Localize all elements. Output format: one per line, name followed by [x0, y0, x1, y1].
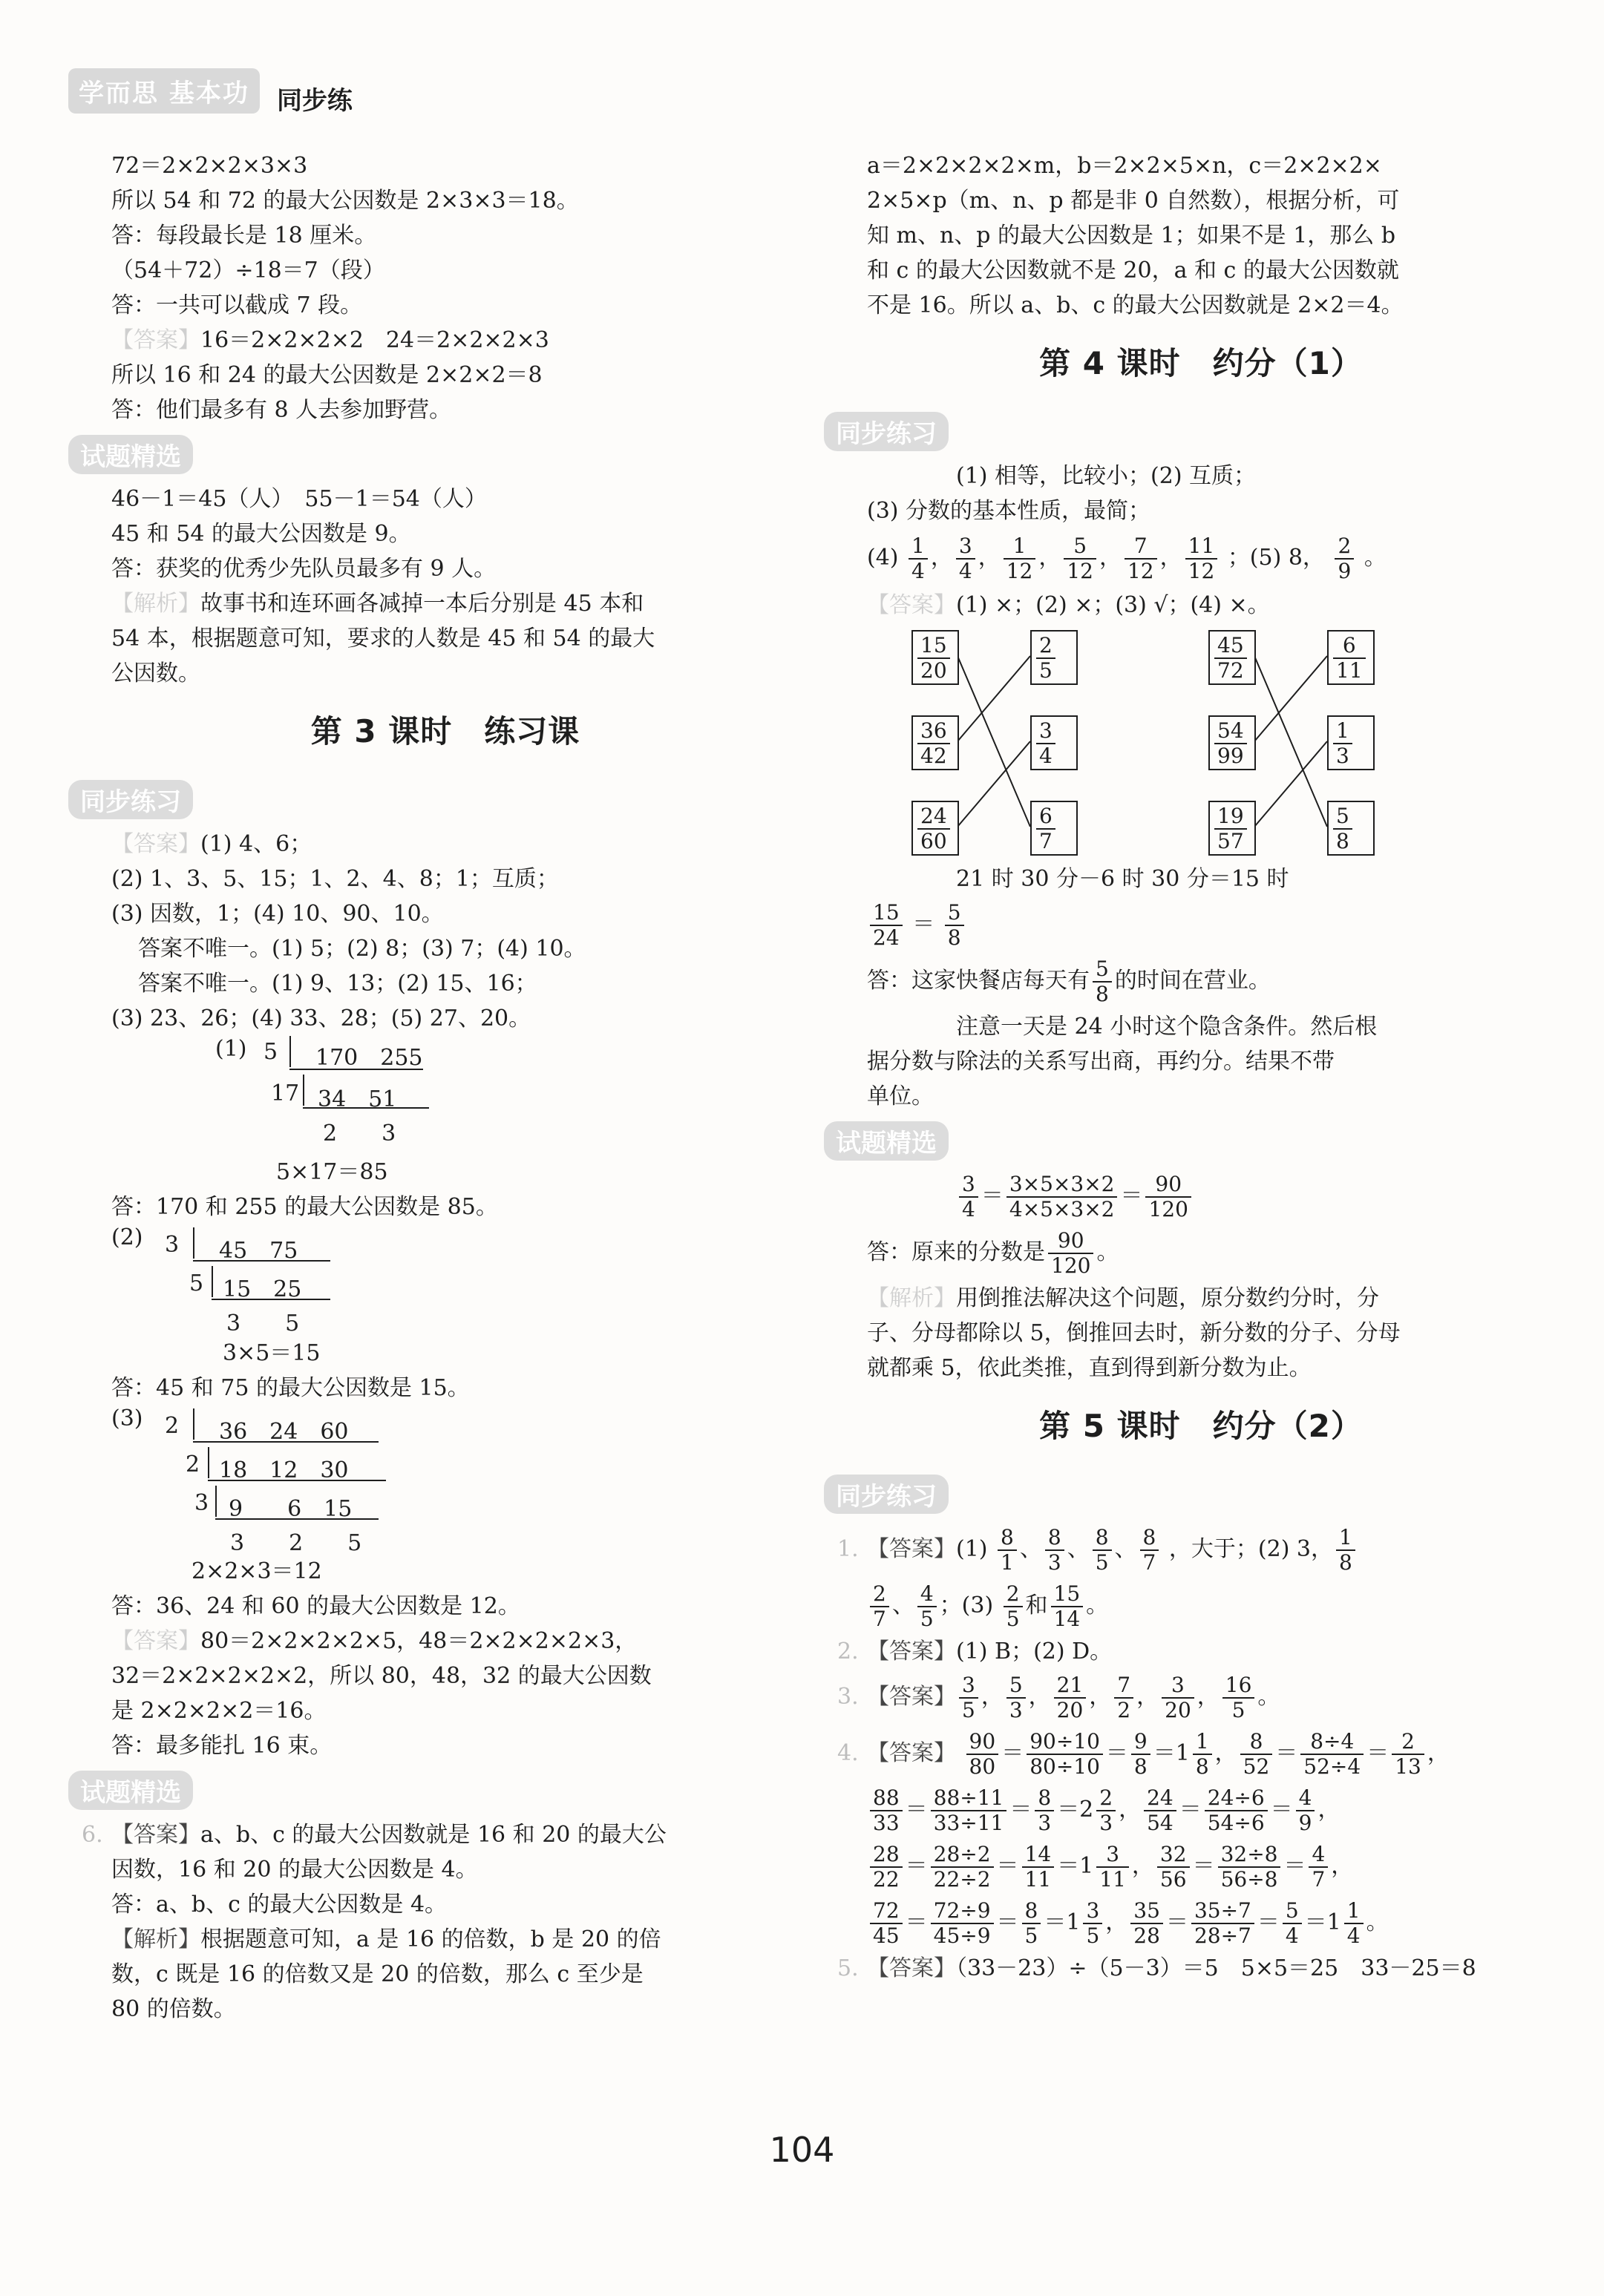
text-line: 2×5×p（m、n、p 都是非 0 自然数），根据分析，可	[867, 188, 1400, 214]
analysis-line: 【解析】故事书和连环画各减掉一本后分别是 45 本和	[111, 591, 644, 617]
fraction: $\frac{8}{5}$	[1093, 1526, 1112, 1575]
fraction: $\frac{15}{24}$	[870, 901, 903, 950]
fraction: $\frac{2}{5}$	[1004, 1582, 1023, 1631]
fraction: $\frac{3}{20}$	[1162, 1673, 1194, 1722]
fraction: $\frac{24}{60}$	[917, 804, 950, 853]
fraction: $\frac{7}{12}$	[1125, 534, 1157, 583]
text-line: 答：获奖的优秀少先队员最多有 9 人。	[111, 556, 497, 582]
brand-logo: 学而思 基本功	[68, 68, 260, 114]
fraction: $\frac{6}{11}$	[1333, 634, 1366, 683]
match-box	[1030, 630, 1078, 685]
text-line: 21 时 30 分－6 时 30 分＝15 时	[956, 866, 1289, 892]
fraction: $\frac{4}{5}$	[917, 1582, 937, 1631]
header	[68, 68, 353, 116]
text-line: 32＝2×2×2×2×2，所以 80，48，32 的最大公因数	[111, 1663, 652, 1689]
fraction-line: 答：这家快餐店每天有 $\frac{5}{8}$ 的时间在营业。	[867, 957, 1271, 1006]
fraction-list: $\frac{1}{4}$ ， $\frac{3}{4}$ ， $\frac{1}{12}$ ， $\frac{5}{12}$ ， $\frac{7}{12}$ ， $\frac{11}{12}$	[906, 545, 1220, 571]
text-line: 5×17＝85	[276, 1159, 388, 1185]
lesson-heading: 第 5 课时 约分（2）	[1039, 1408, 1363, 1444]
text-line: 数，c 既是 16 的倍数又是 20 的倍数，那么 c 至少是	[111, 1961, 644, 1987]
fraction-line: $\frac{72}{45}$ ＝ $\frac{72\div 9}{45\div 9}$ ＝ $\frac{8}{5}$ ＝1 $\frac{3}{5}$ ， $\frac{35}{28}$ ＝ $\frac{35\div 7}{28\div 7}$ ＝ $\frac{5}{4}$ ＝1 $\frac{1}{4}$ 。	[867, 1895, 1535, 1951]
match-box	[911, 715, 959, 770]
match-box	[1208, 715, 1256, 770]
fraction-line: $\frac{2}{7}$ 、 $\frac{4}{5}$ ；(3) $\frac{2}{5}$ 和 $\frac{15}{14}$ 。	[867, 1578, 1535, 1634]
right-column	[836, 148, 1535, 1986]
fraction: $\frac{19}{57}$	[1214, 804, 1247, 853]
analysis-tag: 【解析】	[111, 591, 200, 617]
left-column	[80, 148, 779, 2027]
section-badge: 同步练习	[824, 412, 949, 451]
fraction: $\frac{90}{120}$	[1048, 1229, 1093, 1278]
match-box	[1327, 715, 1375, 770]
section-badge: 试题精选	[68, 435, 193, 474]
fraction: $\frac{5}{8}$	[1333, 804, 1352, 853]
match-box	[911, 801, 959, 856]
fraction: $\frac{3}{4}$	[1036, 719, 1055, 768]
match-box	[1208, 801, 1256, 856]
match-box	[1208, 630, 1256, 685]
fraction: $\frac{3}{5}$	[959, 1673, 978, 1722]
text-line: 据分数与除法的关系写出商，再约分。结果不带	[867, 1049, 1335, 1075]
answer-line: 4. 【答案】 $\frac{90}{80}$ ＝ $\frac{90\div 10}{80\div 10}$ ＝ $\frac{9}{8}$ ＝1 $\frac{1}{8}$ ， $\frac{8}{52}$ ＝ $\frac{8\div 4}{52\div 4}$ ＝ $\frac{2}{13}$ ，	[837, 1729, 1450, 1779]
fraction: $\frac{1}{3}$	[1333, 719, 1352, 768]
fraction: $\frac{2}{9}$	[1335, 534, 1354, 583]
text-line: 答：每段最长是 18 厘米。	[111, 223, 377, 249]
match-box	[1030, 715, 1078, 770]
text-line: 注意一天是 24 小时这个隐含条件。然后根	[956, 1014, 1378, 1040]
text-line: （54＋72）÷18＝7（段）	[111, 258, 385, 283]
text-line: 因数，16 和 20 的最大公因数是 4。	[111, 1857, 478, 1883]
fraction: $\frac{36}{42}$	[917, 719, 950, 768]
fraction-list: $\frac{2}{7}$ 、 $\frac{4}{5}$	[867, 1593, 940, 1618]
fraction: $\frac{21}{20}$	[1054, 1673, 1087, 1722]
series-title: 同步练	[276, 86, 353, 116]
answer-line: 1. 【答案】(1) $\frac{8}{1}$ 、 $\frac{8}{3}$ 、 $\frac{8}{5}$ 、 $\frac{8}{7}$ ，大于；(2) 3， $\frac{1}{8}$	[867, 1521, 1535, 1578]
fraction-list: $\frac{3}{5}$ ， $\frac{5}{3}$ ， $\frac{21}{20}$ ， $\frac{7}{2}$ ， $\frac{3}{20}$ ， $\frac{16}{5}$ 。	[956, 1684, 1280, 1710]
text-line: (3) 因数，1；(4) 10、90、10。	[111, 901, 444, 927]
answer-line: 【答案】16＝2×2×2×2 24＝2×2×2×3	[111, 327, 549, 353]
fraction-line: $\frac{88}{33}$ ＝ $\frac{88\div 11}{33\div 11}$ ＝ $\frac{8}{3}$ ＝2 $\frac{2}{3}$ ， $\frac{24}{54}$ ＝ $\frac{24\div 6}{54\div 6}$ ＝ $\frac{4}{9}$ ，	[867, 1782, 1535, 1838]
fraction: $\frac{6}{7}$	[1036, 804, 1055, 853]
fraction: $\frac{1}{12}$	[1004, 534, 1036, 583]
text-line: 答：45 和 75 的最大公因数是 15。	[111, 1375, 470, 1401]
answer-tag: 【答案】	[111, 327, 200, 353]
lesson-heading: 第 3 课时 练习课	[310, 713, 580, 750]
text-line: 所以 54 和 72 的最大公因数是 2×3×3＝18。	[111, 188, 579, 214]
fraction: $\frac{90}{120}$	[1145, 1172, 1191, 1221]
text-line: 答：一共可以截成 7 段。	[111, 292, 363, 318]
fraction: $\frac{2}{7}$	[870, 1582, 889, 1631]
text-line: 答案不唯一。(1) 9、13；(2) 15、16；	[138, 971, 537, 997]
text-line: 45 和 54 的最大公因数是 9。	[111, 521, 411, 547]
text-line: 就都乘 5，依此类推，直到得到新分数为止。	[867, 1355, 1312, 1381]
fraction: $\frac{3}{4}$	[959, 1172, 978, 1221]
match-box	[911, 630, 959, 685]
text-line: 80 的倍数。	[111, 1996, 236, 2022]
answer-line: 2. 【答案】(1) B；(2) D。	[837, 1639, 1113, 1664]
fraction: $\frac{45}{72}$	[1214, 634, 1247, 683]
fraction: $\frac{5}{12}$	[1064, 534, 1096, 583]
match-box	[1327, 801, 1375, 856]
text-line: 知 m、n、p 的最大公因数是 1；如果不是 1，那么 b	[867, 223, 1396, 249]
text-line: 答案不唯一。(1) 5；(2) 8；(3) 7；(4) 10。	[138, 936, 586, 962]
fraction-line: (4) $\frac{1}{4}$ ， $\frac{3}{4}$ ， $\frac{1}{12}$ ， $\frac{5}{12}$ ， $\frac{7}{12}$ ， $\frac{11}{12}$ ；(5) 8， $\frac{2}{9}$ 。	[867, 534, 1387, 583]
fraction: $\frac{3}{4}$	[956, 534, 975, 583]
text-line: 不是 16。所以 a、b、c 的最大公因数就是 2×2＝4。	[867, 292, 1404, 318]
answer-line: 5. 【答案】（33－23）÷（5－3）＝5 5×5＝25 33－25＝8	[837, 1955, 1476, 1981]
short-division-2: (2) 3 45 75 5 15 25 3 5	[111, 1224, 779, 1336]
fraction: $\frac{5}{3}$	[1006, 1673, 1026, 1722]
text-line: 72＝2×2×2×3×3	[111, 153, 308, 179]
fraction-line: 答：原来的分数是 $\frac{90}{120}$ 。	[867, 1228, 1119, 1278]
match-box	[1030, 801, 1078, 856]
section-badge: 同步练习	[824, 1475, 949, 1514]
text-line: 和 c 的最大公因数就不是 20，a 和 c 的最大公因数就	[867, 258, 1399, 283]
fraction: $\frac{5}{8}$	[1093, 957, 1112, 1006]
analysis-line: 【解析】根据题意可知，a 是 16 的倍数，b 是 20 的倍	[111, 1926, 661, 1952]
short-division-3: (3) 2 36 24 60 2 18 12 30 3 9 6 15 3 2 5	[111, 1406, 779, 1554]
text-line: (2) 1、3、5、15；1、2、4、8；1；互质；	[111, 866, 559, 892]
text-line: 单位。	[867, 1083, 934, 1109]
fraction: $\frac{16}{5}$	[1222, 1673, 1255, 1722]
text-line: 3×5＝15	[223, 1340, 321, 1366]
text-line: (1) 相等，比较小；(2) 互质；	[956, 463, 1257, 489]
answer-line: 【答案】(1) 4、6；	[111, 831, 312, 857]
text-line: (3) 分数的基本性质，最简；	[867, 498, 1151, 524]
page-number: 104	[769, 2130, 835, 2170]
answer-line: 【答案】80＝2×2×2×2×5，48＝2×2×2×2×3，	[111, 1628, 638, 1654]
fraction-line: $\frac{3}{4}$ ＝ $\frac{3\times 5\times 3\times 2}{4\times 5\times 3\times 2}$ ＝ $\frac{90}{120}$	[867, 1168, 1535, 1224]
fraction: $\frac{1}{4}$	[909, 534, 928, 583]
text-line: (3) 23、26；(4) 33、28；(5) 27、20。	[111, 1006, 531, 1031]
text-line: 2×2×3＝12	[192, 1558, 322, 1584]
fraction: $\frac{7}{2}$	[1114, 1673, 1133, 1722]
fraction: $\frac{11}{12}$	[1185, 534, 1218, 583]
short-division-1: (1) 5 170 255 17 34 51 2 3	[111, 1036, 779, 1155]
text-line: 46－1＝45（人） 55－1＝54（人）	[111, 486, 487, 512]
fraction: $\frac{3\times 5\times 3\times 2}{4\times 5\times 3\times 2}$	[1006, 1172, 1118, 1221]
answer-line: 3. 【答案】 $\frac{3}{5}$ ， $\frac{5}{3}$ ， $\frac{21}{20}$ ， $\frac{7}{2}$ ， $\frac{3}{20}$ ， $\frac{16}{5}$ 。	[837, 1673, 1280, 1722]
text-line: 答：最多能扎 16 束。	[111, 1733, 333, 1759]
text-line: 答：a、b、c 的最大公因数是 4。	[111, 1892, 448, 1918]
text-line: 子、分母都除以 5，倒推回去时，新分数的分子、分母	[867, 1320, 1401, 1346]
text-line: 54 本，根据题意可知，要求的人数是 45 和 54 的最大	[111, 626, 655, 652]
lesson-heading: 第 4 课时 约分（1）	[1039, 345, 1363, 381]
text-line: 是 2×2×2×2＝16。	[111, 1698, 327, 1724]
answer-line: 6. 【答案】a、b、c 的最大公因数就是 16 和 20 的最大公	[82, 1822, 667, 1848]
text-line: 答：170 和 255 的最大公因数是 85。	[111, 1194, 498, 1220]
fraction: $\frac{54}{99}$	[1214, 719, 1247, 768]
answer-line: 【答案】(1) ×；(2) ×；(3) √；(4) ×。	[867, 592, 1270, 618]
matching-diagram	[911, 630, 1535, 853]
fraction: $\frac{15}{20}$	[917, 634, 950, 683]
fraction: $\frac{5}{8}$	[945, 901, 964, 950]
section-badge: 试题精选	[68, 1771, 193, 1810]
fraction: $\frac{15}{14}$	[1051, 1582, 1084, 1631]
text-line: 所以 16 和 24 的最大公因数是 2×2×2＝8	[111, 362, 543, 388]
fraction: $\frac{8}{3}$	[1045, 1526, 1064, 1575]
analysis-line: 【解析】用倒推法解决这个问题，原分数约分时，分	[867, 1285, 1379, 1311]
text-line: 答：36、24 和 60 的最大公因数是 12。	[111, 1593, 520, 1619]
fraction: $\frac{8}{1}$	[998, 1526, 1017, 1575]
fraction-line: $\frac{28}{22}$ ＝ $\frac{28\div 2}{22\div 2}$ ＝ $\frac{14}{11}$ ＝1 $\frac{3}{11}$ ， $\frac{32}{56}$ ＝ $\frac{32\div 8}{56\div 8}$ ＝ $\frac{4}{7}$ ，	[867, 1838, 1535, 1895]
fraction: $\frac{8}{7}$	[1140, 1526, 1159, 1575]
section-badge: 试题精选	[824, 1121, 949, 1161]
text-line: a＝2×2×2×2×m，b＝2×2×5×n，c＝2×2×2×	[867, 153, 1382, 179]
fraction-line: $\frac{15}{24}$ ＝ $\frac{5}{8}$	[867, 896, 1535, 953]
section-badge: 同步练习	[68, 780, 193, 819]
text-line: 公因数。	[111, 660, 200, 686]
fraction: $\frac{1}{8}$	[1336, 1526, 1355, 1575]
fraction-list: $\frac{8}{1}$ 、 $\frac{8}{3}$ 、 $\frac{8}{5}$ 、 $\frac{8}{7}$	[995, 1536, 1162, 1562]
text-line: 答：他们最多有 8 人去参加野营。	[111, 397, 452, 423]
fraction: $\frac{2}{5}$	[1036, 634, 1055, 683]
match-box	[1327, 630, 1375, 685]
